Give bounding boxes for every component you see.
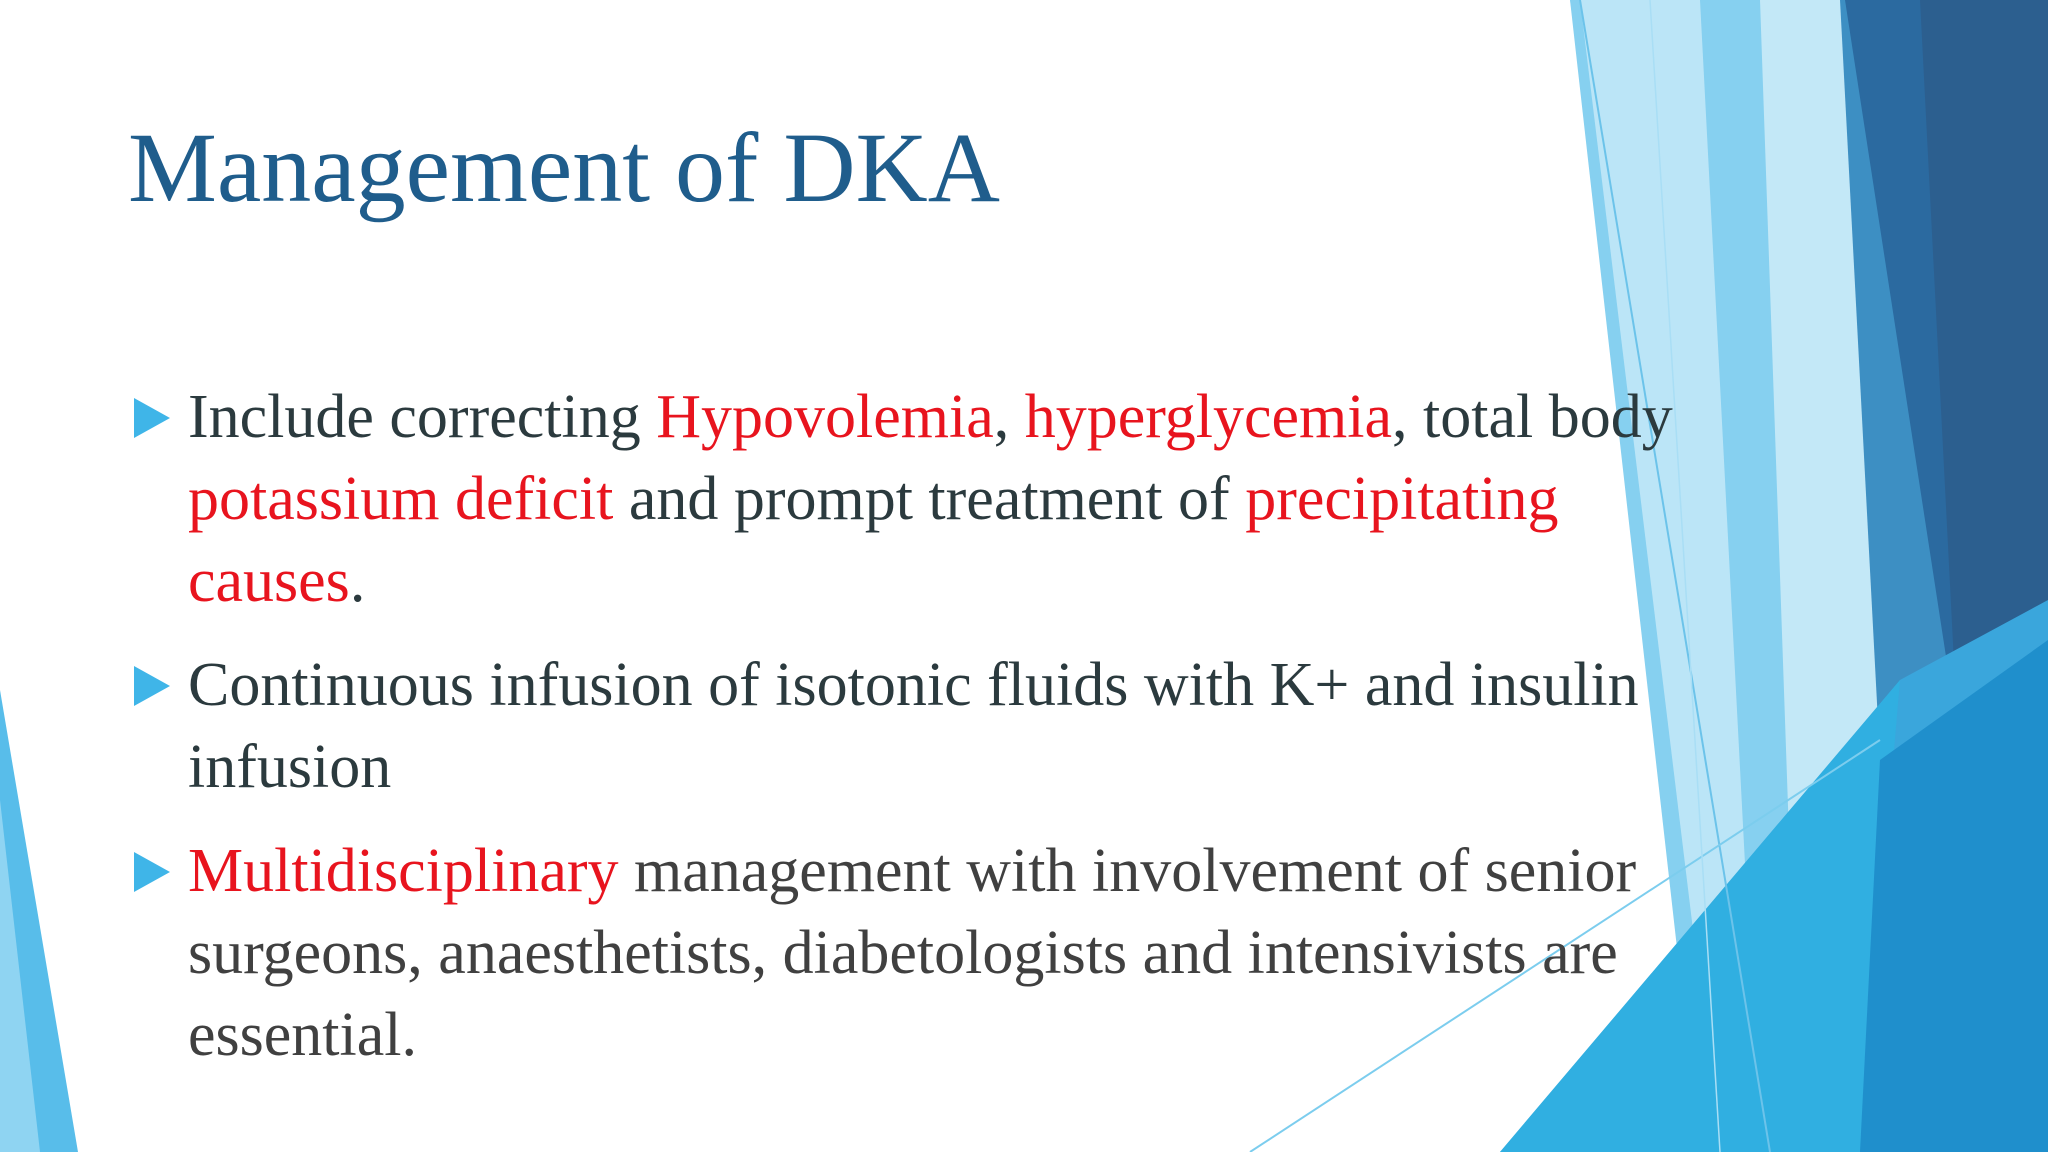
bullet-text: Multidisciplinary management with involvement of senior surgeons, anaesthetists, diabetologists and intensivists are essential. xyxy=(188,837,1637,1069)
bullet-text: Continuous infusion of isotonic fluids with K+ and insulin infusion xyxy=(188,651,1639,801)
bullet-text: Include correcting Hypovolemia, hyperglycemia, total body potassium deficit and prompt treatment of precipitating causes. xyxy=(188,383,1673,615)
triangle-arrow-right-icon xyxy=(134,852,170,892)
highlight-potassium-deficit: potassium deficit xyxy=(188,465,614,533)
highlight-hypovolemia: Hypovolemia xyxy=(656,383,994,451)
bullet-item xyxy=(130,830,1710,1076)
triangle-arrow-right-icon xyxy=(134,666,170,706)
highlight-multidisciplinary: Multidisciplinary xyxy=(188,837,619,905)
slide-title: Management of DKA xyxy=(128,112,1000,223)
bullet-item xyxy=(130,644,1710,808)
bullet-list xyxy=(130,376,1710,1098)
triangle-arrow-right-icon xyxy=(134,398,170,438)
bullet-item xyxy=(130,376,1710,622)
highlight-hyperglycemia: hyperglycemia xyxy=(1024,383,1392,451)
highlight-precipitating-causes: precipitating causes xyxy=(188,465,1559,615)
